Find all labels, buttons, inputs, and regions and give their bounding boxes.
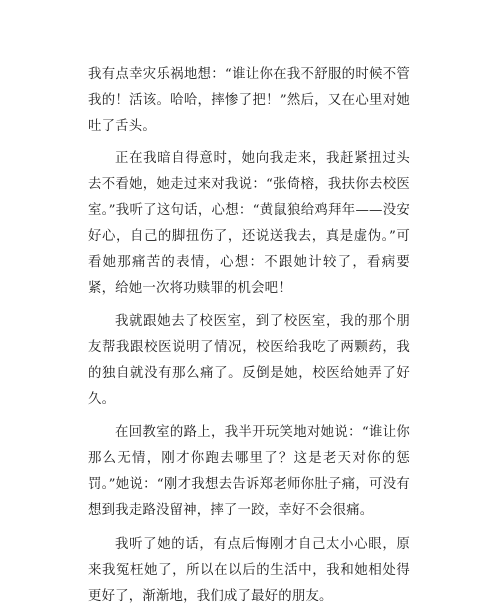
paragraph-4: 在回教室的路上，我半开玩笑地对她说：“谁让你那么无情，刚才你跑去哪里了？这是老天对你的惩罚。”她说：“刚才我想去告诉郑老师你肚子痛，可没有想到我走路没留神，摔了一跤，幸好不会很痛。	[88, 425, 410, 518]
paragraph-2: 正在我暗自得意时，她向我走来，我赶紧扭过头去不看她，她走过来对我说：“张倚榕，我扶你去校医室。”我听了这句话，心想：“黄鼠狼给鸡拜年——没安好心，自己的脚扭伤了，还说送我去，真是虚伪。”可看她那痛苦的表情，心想：不跟她计较了，看病要紧，给她一次将功赎罪的机会吧！	[88, 151, 410, 296]
paragraph-5: 我听了她的话，有点后悔刚才自己太小心眼，原来我冤枉她了，所以在以后的生活中，我和她相处得更好了，渐渐地，我们成了最好的朋友。	[88, 537, 410, 604]
paragraph-1: 我有点幸灾乐祸地想：“谁让你在我不舒服的时候不管我的！活该。哈哈，摔惨了把！”然后，又在心里对她吐了舌头。	[88, 67, 410, 134]
document-body	[88, 62, 410, 610]
paragraph-3: 我就跟她去了校医室，到了校医室，我的那个朋友帮我跟校医说明了情况，校医给我吃了两颗药，我的独自就没有那么痛了。反倒是她，校医给她弄了好久。	[88, 314, 410, 407]
